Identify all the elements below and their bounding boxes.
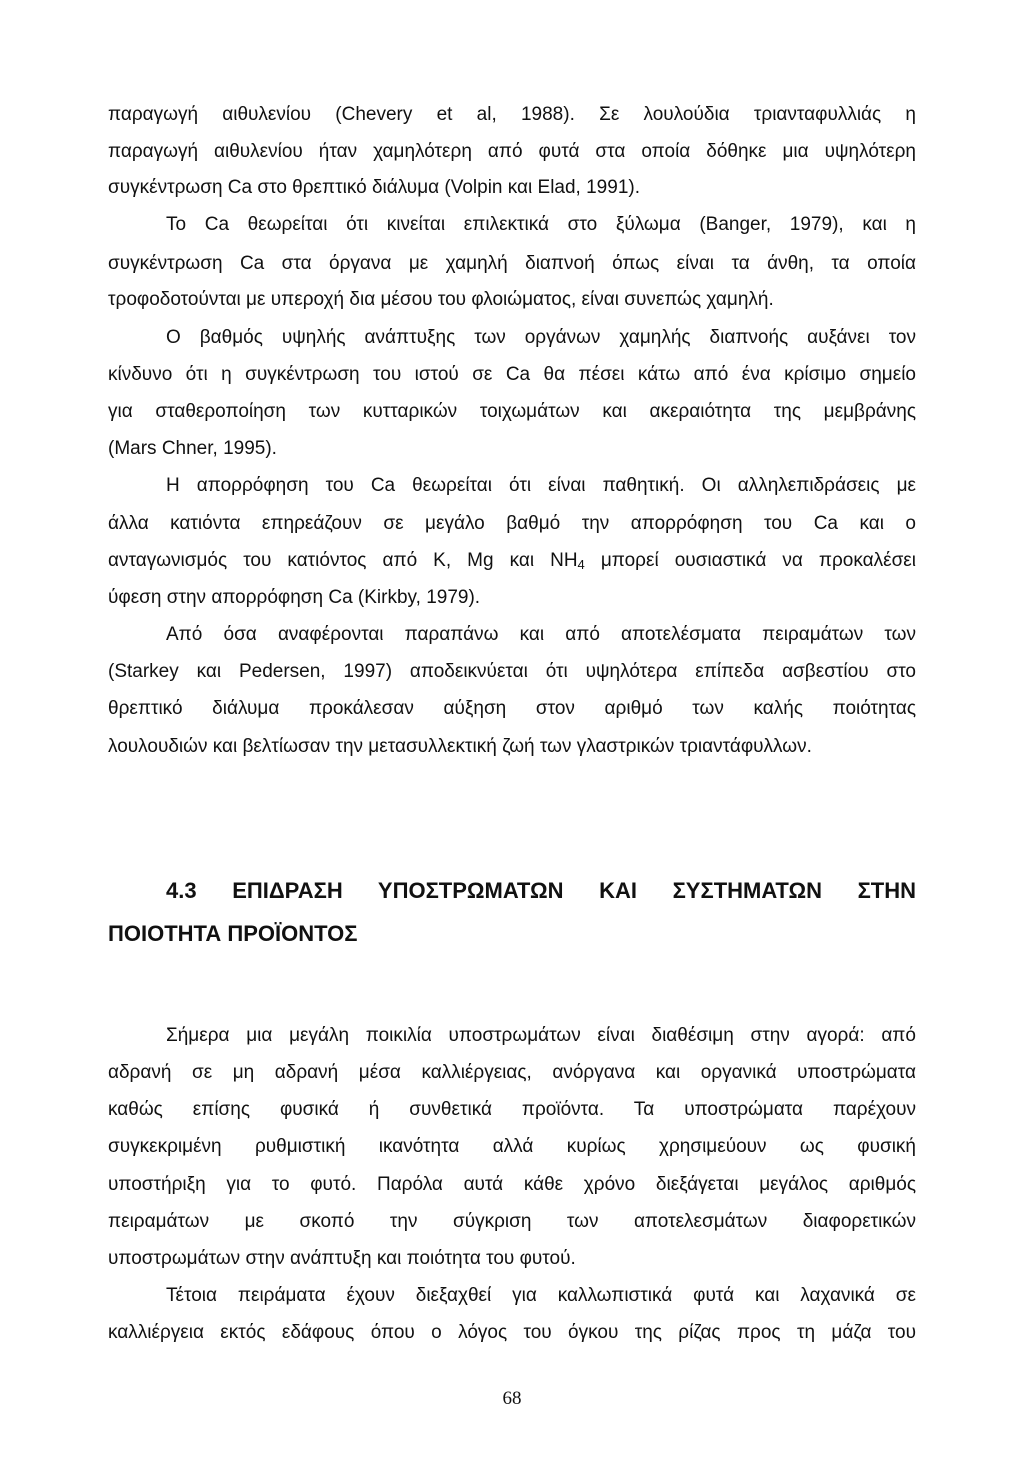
text-line: κίνδυνο ότι η συγκέντρωση του ιστού σε Ca θα πέσει κάτω από ένα κρίσιμο σημείο [108,364,916,385]
text-fragment: ανταγωνισμός του κατιόντος από K, Mg και NH [108,550,578,571]
paragraph-start: Από όσα αναφέρονται παραπάνω και από αποτελέσματα πειραμάτων των [166,624,916,645]
text-line: πειραμάτων με σκοπό την σύγκριση των αποτελεσμάτων διαφορετικών [108,1211,916,1232]
text-line: καλλιέργεια εκτός εδάφους όπου ο λόγος του όγκου της ρίζας προς τη μάζα του [108,1322,916,1343]
paragraph-start: Ο βαθμός υψηλής ανάπτυξης των οργάνων χαμηλής διαπνοής αυξάνει τον [166,327,916,348]
text-fragment: μπορεί ουσιαστικά να προκαλέσει [584,550,916,571]
text-line: (Starkey και Pedersen, 1997) αποδεικνύεται ότι υψηλότερα επίπεδα ασβεστίου στο [108,661,916,682]
text-line: αδρανή σε μη αδρανή μέσα καλλιέργειας, ανόργανα και οργανικά υποστρώματα [108,1062,916,1083]
section-heading: 4.3 ΕΠΙΔΡΑΣΗ ΥΠΟΣΤΡΩΜΑΤΩΝ ΚΑΙ ΣΥΣΤΗΜΑΤΩΝ ΣΤΗΝ [166,878,916,903]
text-line: λουλουδιών και βελτίωσαν την μετασυλλεκτική ζωή των γλαστρικών τριαντάφυλλων. [108,736,812,757]
text-line: ύφεση στην απορρόφηση Ca (Kirkby, 1979). [108,587,481,608]
text-line: υποστήριξη για το φυτό. Παρόλα αυτά κάθε χρόνο διεξάγεται μεγάλος αριθμός [108,1174,916,1195]
text-line: συγκέντρωση Ca στα όργανα με χαμηλή διαπνοή όπως είναι τα άνθη, τα οποία [108,253,916,274]
text-line: υποστρωμάτων στην ανάπτυξη και ποιότητα του φυτού. [108,1248,576,1269]
text-line: θρεπτικό διάλυμα προκάλεσαν αύξηση στον αριθμό των καλής ποιότητας [108,698,916,719]
paragraph-start: Το Ca θεωρείται ότι κινείται επιλεκτικά στο ξύλωμα (Banger, 1979), και η [166,214,916,235]
section-heading-continued: ΠΟΙΟΤΗΤΑ ΠΡΟΪΟΝΤΟΣ [108,921,358,946]
text-line: παραγωγή αιθυλενίου (Chevery et al, 1988). Σε λουλούδια τριανταφυλλιάς η [108,104,916,125]
text-line: για σταθεροποίηση των κυτταρικών τοιχωμάτων και ακεραιότητα της μεμβράνης [108,401,916,422]
text-line: άλλα κατιόντα επηρεάζουν σε μεγάλο βαθμό την απορρόφηση του Ca και ο [108,513,916,534]
text-line: καθώς επίσης φυσικά ή συνθετικά προϊόντα. Τα υποστρώματα παρέχουν [108,1099,916,1120]
text-line: συγκέντρωση Ca στο θρεπτικό διάλυμα (Volpin και Elad, 1991). [108,177,640,198]
text-line: συγκεκριμένη ρυθμιστική ικανότητα αλλά κυρίως χρησιμεύουν ως φυσική [108,1136,916,1157]
paragraph-start: Η απορρόφηση του Ca θεωρείται ότι είναι παθητική. Οι αλληλεπιδράσεις με [166,475,916,496]
text-line-nh4 [108,546,916,576]
text-line: τροφοδοτούνται με υπεροχή δια μέσου του φλοιώματος, είναι συνεπώς χαμηλή. [108,289,774,310]
page-number: 68 [502,1388,522,1409]
subscript: 4 [577,557,585,572]
text-line: (Mars Chner, 1995). [108,438,277,459]
paragraph-start: Σήμερα μια μεγάλη ποικιλία υποστρωμάτων είναι διαθέσιμη στην αγορά: από [166,1025,916,1046]
paragraph-start: Τέτοια πειράματα έχουν διεξαχθεί για καλλωπιστικά φυτά και λαχανικά σε [166,1285,916,1306]
text-line: παραγωγή αιθυλενίου ήταν χαμηλότερη από φυτά στα οποία δόθηκε μια υψηλότερη [108,141,916,162]
